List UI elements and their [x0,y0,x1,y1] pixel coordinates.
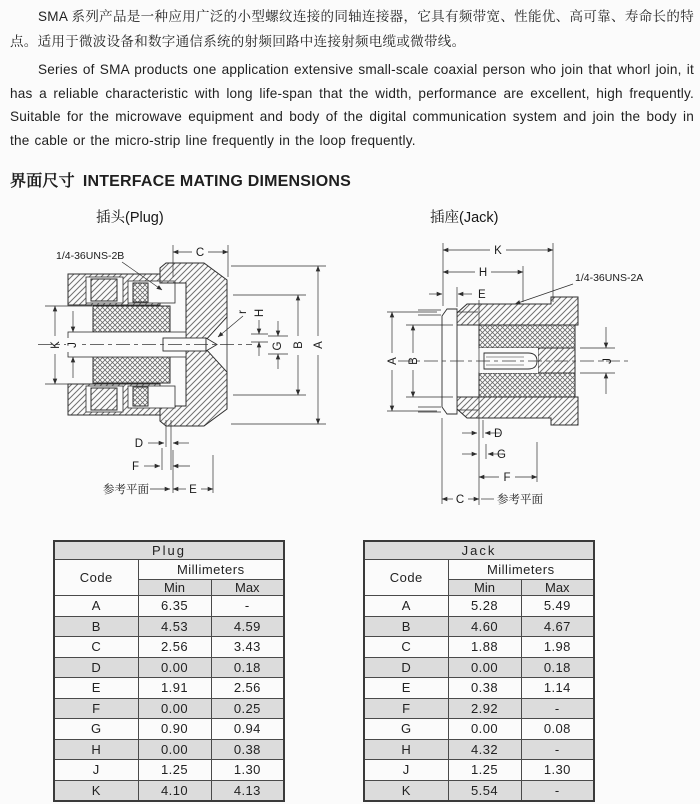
plug-J-min: 1.25 [138,760,211,781]
plug-dim-H: H [254,308,266,318]
plug-D-max: 0.18 [211,657,284,678]
jack-header-max: Max [521,580,594,596]
intro-paragraph-cn: SMA 系列产品是一种应用广泛的小型螺纹连接的同轴连接器，它具有频带宽、性能优、高可靠、寿命长的特点。适用于微波设备和数字通信系统的射频回路中连接射频电缆或微带线。 [10,9,694,49]
jack-B-code: B [364,616,448,637]
plug-dim-A: A [313,341,325,349]
jack-A-min: 5.28 [448,596,521,617]
jack-dielectric-top [479,325,575,348]
plug-hex-section-top [91,279,117,301]
jack-E-code: E [364,678,448,699]
plug-diagram-title: 插头(Plug) [96,210,164,226]
jack-E-max: 1.14 [521,678,594,699]
jack-row-C [364,637,594,658]
plug-J-max: 1.30 [211,760,284,781]
jack-F-min: 2.92 [448,698,521,719]
plug-row-G [54,719,284,740]
plug-row-H [54,739,284,760]
plug-row-J [54,760,284,781]
plug-row-B [54,616,284,637]
jack-row-K [364,780,594,801]
jack-dim-G: G [497,449,506,461]
jack-contact-holder [538,348,575,373]
jack-dimension-table-wrap [363,540,595,802]
plug-F-max: 0.25 [211,698,284,719]
jack-shell-top [457,297,578,325]
jack-D-min: 0.00 [448,657,521,678]
plug-C-min: 2.56 [138,637,211,658]
plug-E-max: 2.56 [211,678,284,699]
jack-K-code: K [364,780,448,801]
jack-thread-label: 1/4-36UNS-2A [575,272,644,284]
plug-H-max: 0.38 [211,739,284,760]
plug-G-code: G [54,719,138,740]
plug-row-C [54,637,284,658]
jack-G-code: G [364,719,448,740]
plug-dim-G: G [272,341,284,351]
jack-dim-K: K [494,245,502,257]
plug-header-max: Max [211,580,284,596]
jack-dim-H: H [478,267,488,279]
jack-C-min: 1.88 [448,637,521,658]
plug-H-min: 0.00 [138,739,211,760]
plug-dim-F: F [131,461,139,473]
jack-dim-B: B [408,357,420,365]
jack-E-min: 0.38 [448,678,521,699]
plug-gasket-top [133,283,148,302]
plug-ref-plane-label: 参考平面 [103,484,149,496]
plug-row-F [54,698,284,719]
plug-B-max: 4.59 [211,616,284,637]
plug-header-unit: Millimeters [138,560,284,580]
jack-row-F [364,698,594,719]
plug-hex-section-bottom [91,388,117,410]
plug-J-code: J [54,760,138,781]
jack-J-min: 1.25 [448,760,521,781]
plug-C-code: C [54,637,138,658]
jack-row-H [364,739,594,760]
plug-H-code: H [54,739,138,760]
jack-row-A [364,596,594,617]
plug-B-code: B [54,616,138,637]
plug-table-title-row [54,541,284,560]
plug-dim-C: C [195,247,205,259]
jack-row-G [364,719,594,740]
jack-header-code: Code [364,560,448,596]
plug-K-min: 4.10 [138,780,211,801]
section-title-cn: 界面尺寸 [10,173,75,190]
plug-dim-K: K [50,341,62,349]
jack-A-code: A [364,596,448,617]
jack-F-max: - [521,698,594,719]
jack-C-code: C [364,637,448,658]
jack-dielectric-bottom [479,373,575,397]
plug-dielectric-bottom [93,357,170,383]
jack-row-B [364,616,594,637]
plug-row-A [54,596,284,617]
jack-row-J [364,760,594,781]
jack-H-max: - [521,739,594,760]
jack-A-max: 5.49 [521,596,594,617]
plug-thread-label: 1/4-36UNS-2B [56,250,125,262]
jack-diagram-title: 插座(Jack) [430,210,499,226]
plug-dimension-table [53,540,285,802]
plug-dim-B: B [293,341,305,349]
jack-C-max: 1.98 [521,637,594,658]
plug-dim-E: E [189,484,197,496]
jack-table-title: Jack [364,541,594,560]
jack-header-unit: Millimeters [448,560,594,580]
plug-G-max: 0.94 [211,719,284,740]
jack-G-max: 0.08 [521,719,594,740]
jack-table-title-row [364,541,594,560]
jack-G-min: 0.00 [448,719,521,740]
jack-dim-E: E [478,289,486,301]
intro-paragraph-en: Series of SMA products one application extensive small-scale coaxial person who join that whorl join, it has a reliable characteristic with long life-span that the width, performance are excellent, high frequently. Suitable for the microwave equipment and body of the digital communication system and join the body in the cable or the micro-strip line frequently in the loop frequently. [10,62,694,148]
plug-A-max: - [211,596,284,617]
jack-row-E [364,678,594,699]
plug-G-min: 0.90 [138,719,211,740]
plug-F-min: 0.00 [138,698,211,719]
plug-E-min: 1.91 [138,678,211,699]
plug-dimension-table-wrap [53,540,285,802]
plug-F-code: F [54,698,138,719]
plug-dielectric-top [93,306,170,332]
jack-shell-bottom [457,397,578,425]
jack-ref-plane-label: 参考平面 [497,494,543,506]
jack-H-code: H [364,739,448,760]
plug-gasket-bottom [133,387,148,406]
jack-J-max: 1.30 [521,760,594,781]
jack-D-code: D [364,657,448,678]
plug-D-min: 0.00 [138,657,211,678]
plug-E-code: E [54,678,138,699]
plug-dim-r: r [237,310,249,314]
plug-row-D [54,657,284,678]
jack-K-max: - [521,780,594,801]
plug-A-code: A [54,596,138,617]
plug-C-max: 3.43 [211,637,284,658]
plug-dim-D: D [134,438,143,450]
plug-row-K [54,780,284,801]
plug-header-code: Code [54,560,138,596]
plug-row-E [54,678,284,699]
jack-B-min: 4.60 [448,616,521,637]
jack-dim-F: F [503,472,511,484]
plug-header-min: Min [138,580,211,596]
jack-dim-D: D [494,428,503,440]
jack-K-min: 5.54 [448,780,521,801]
jack-D-max: 0.18 [521,657,594,678]
jack-dim-J: J [602,358,614,364]
jack-row-D [364,657,594,678]
plug-A-min: 6.35 [138,596,211,617]
plug-table-unit-row [54,560,284,580]
jack-dimension-table [363,540,595,802]
jack-F-code: F [364,698,448,719]
jack-H-min: 4.32 [448,739,521,760]
jack-B-max: 4.67 [521,616,594,637]
jack-dim-C: C [455,494,465,506]
plug-B-min: 4.53 [138,616,211,637]
jack-header-min: Min [448,580,521,596]
plug-D-code: D [54,657,138,678]
jack-J-code: J [364,760,448,781]
plug-K-max: 4.13 [211,780,284,801]
plug-dim-J: J [67,342,79,348]
section-title-en: INTERFACE MATING DIMENSIONS [82,173,352,190]
plug-K-code: K [54,780,138,801]
jack-table-unit-row [364,560,594,580]
jack-dim-A: A [387,357,399,365]
plug-table-title: Plug [54,541,284,560]
